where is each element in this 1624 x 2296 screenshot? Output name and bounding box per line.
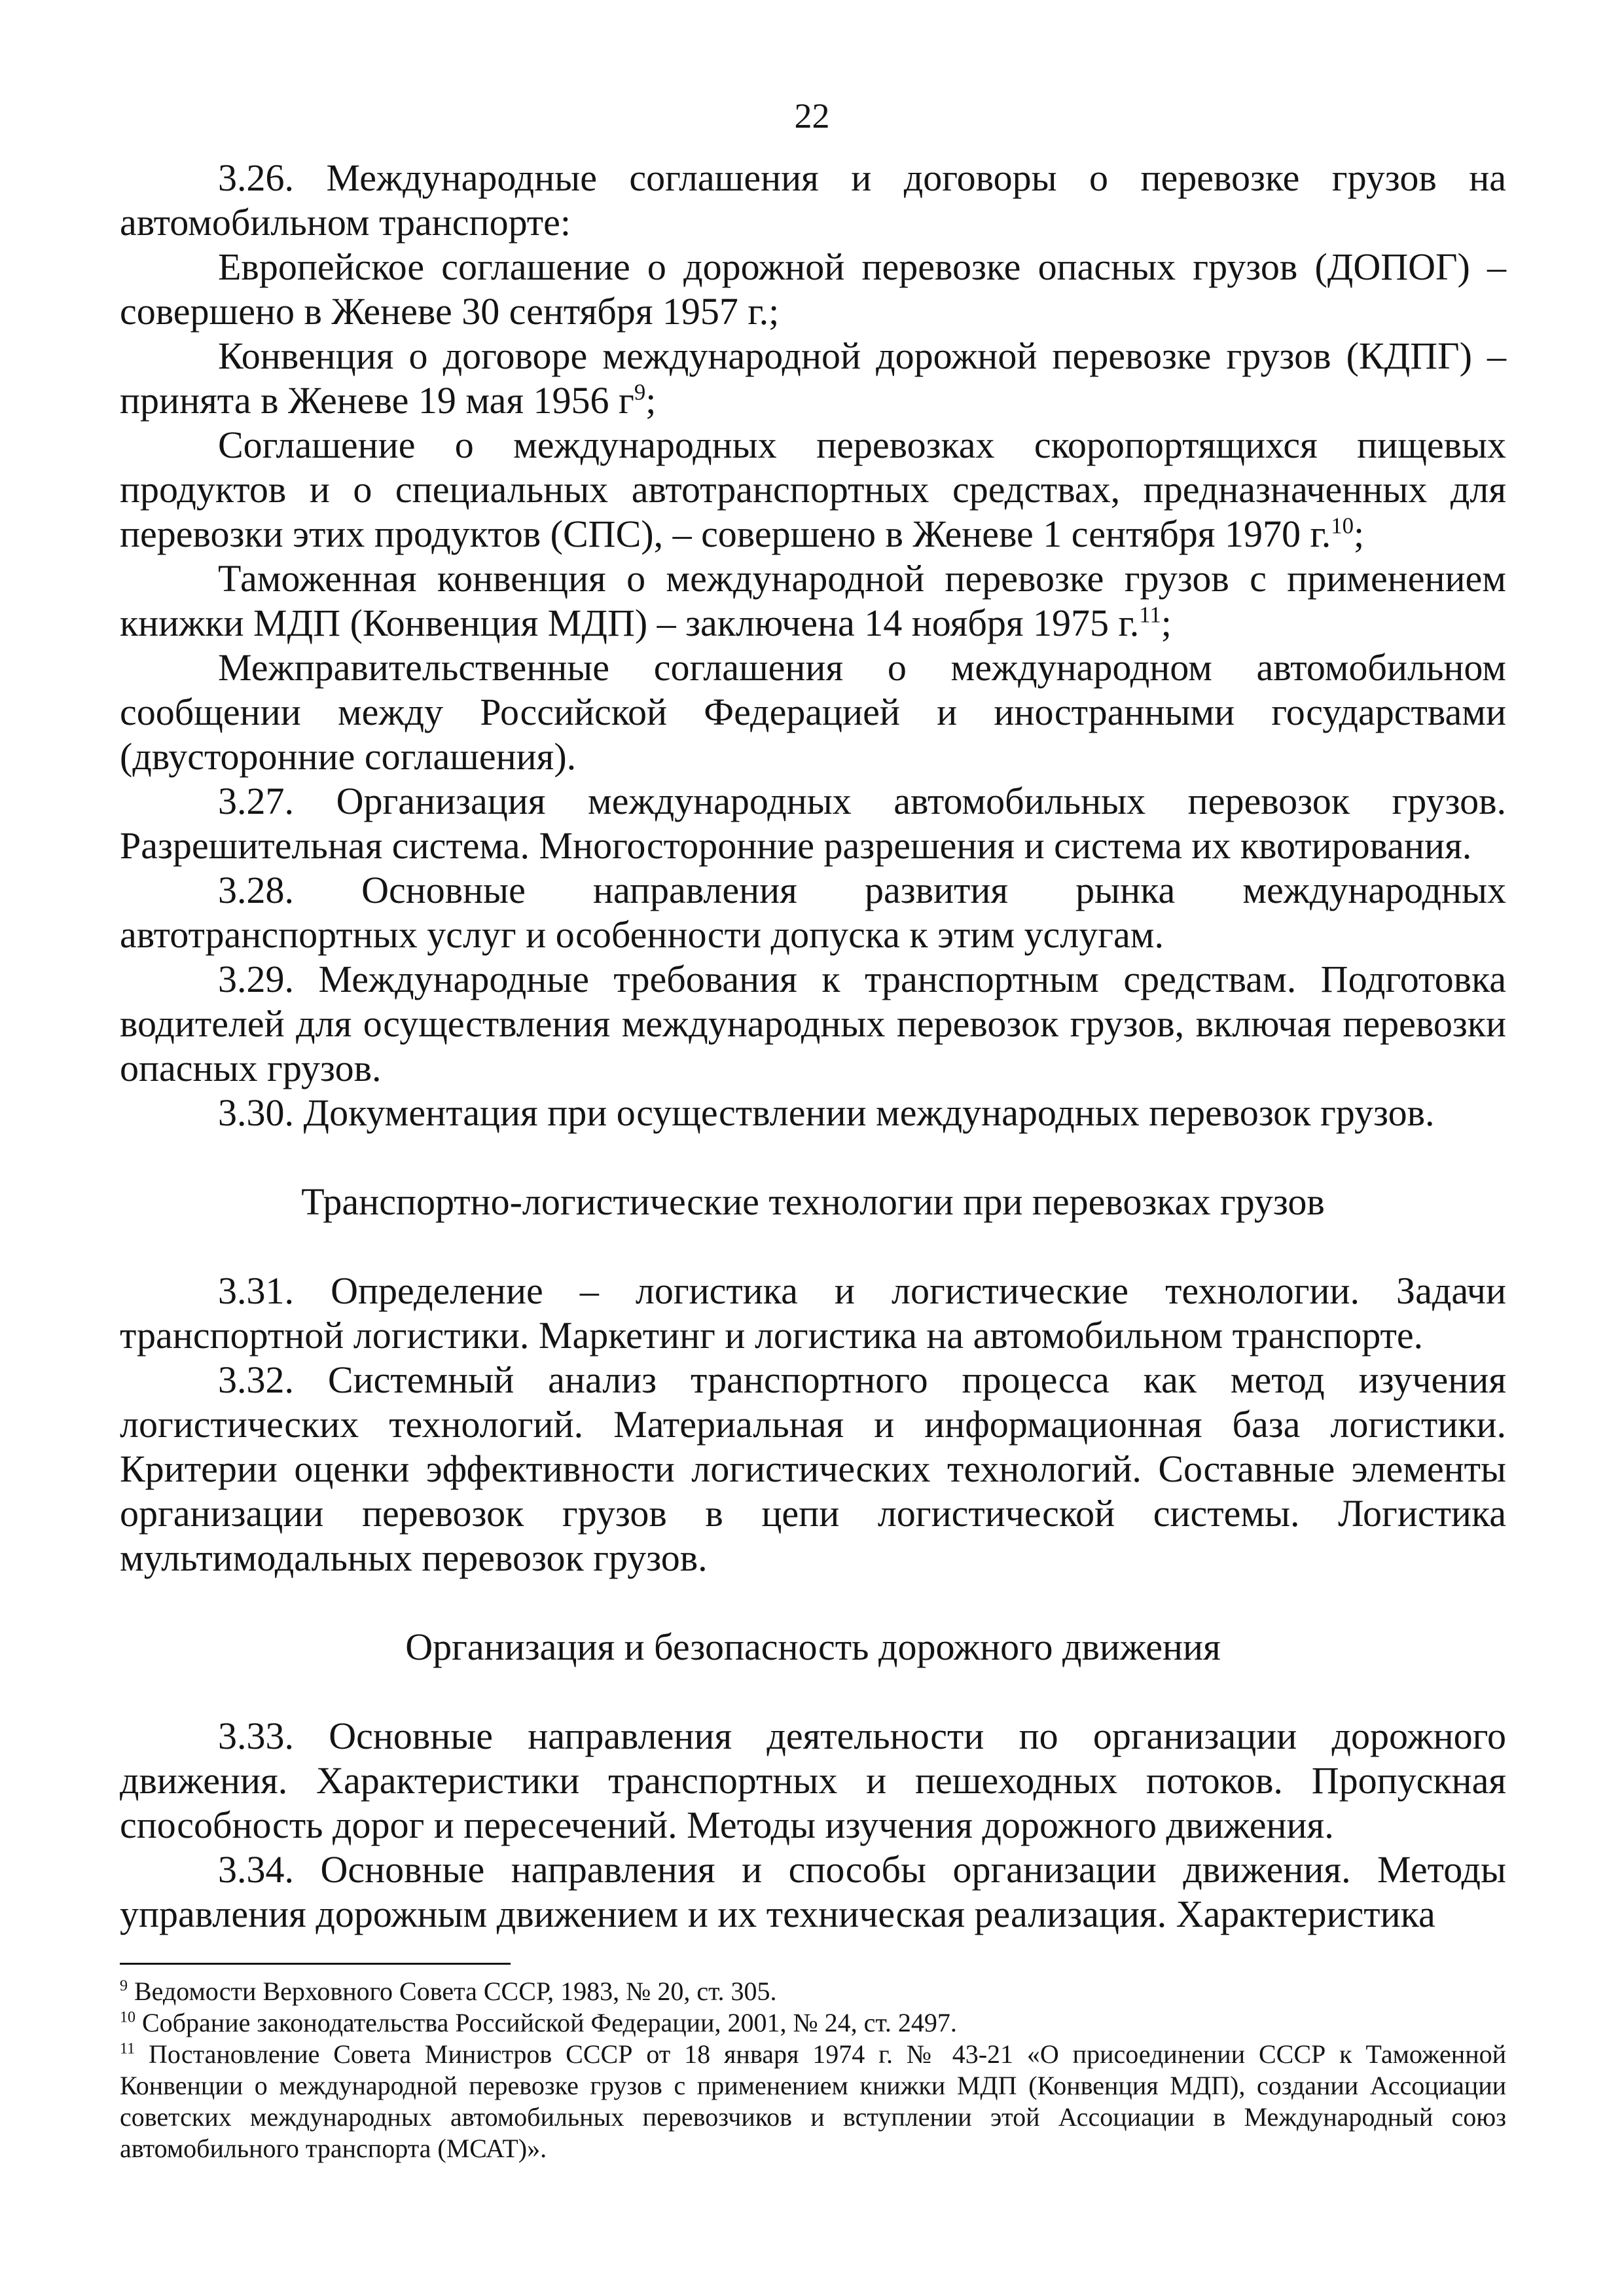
footnote-text-10: Собрание законодательства Российской Федерации, 2001, № 24, ст. 2497. xyxy=(135,2008,957,2037)
paragraph-3-29: 3.29. Международные требования к транспортным средствам. Подготовка водителей для осуществления международных перевозок грузов, включая перевозки опасных грузов. xyxy=(120,958,1506,1089)
footnote-ref-10: 10 xyxy=(1331,513,1354,539)
paragraph-mdp xyxy=(120,556,1506,646)
paragraph-kdpg-end: ; xyxy=(645,379,657,422)
paragraph-3-30: 3.30. Документация при осуществлении международных перевозок грузов. xyxy=(218,1091,1435,1134)
paragraph-3-26: 3.26. Международные соглашения и договоры о перевозке грузов на автомобильном транспорте: xyxy=(120,156,1506,244)
paragraph-kdpg xyxy=(120,334,1506,423)
footnote-11 xyxy=(120,2039,1506,2164)
paragraph-kdpg-text: Конвенция о договоре международной дорожной перевозке грузов (КДПГ) – принята в Женеве 19 мая 1956 г xyxy=(120,335,1506,422)
paragraph-sps-text: Соглашение о международных перевозках скоропортящихся пищевых продуктов и о специальных автотранспортных средствах, предназначенных для перевозки этих продуктов (СПС), – совершено в Женеве 1 сентября 1970 г. xyxy=(120,424,1506,555)
footnote-ref-9: 9 xyxy=(634,379,646,405)
footnotes xyxy=(120,1976,1506,2164)
section-heading-logistics: Транспортно-логистические технологии при перевозках грузов xyxy=(301,1180,1325,1223)
paragraph-mdp-text: Таможенная конвенция о международной перевозке грузов с применением книжки МДП (Конвенция МДП) – заключена 14 ноября 1975 г. xyxy=(120,557,1506,644)
body-text xyxy=(120,156,1506,1937)
paragraph-3-27: 3.27. Организация международных автомобильных перевозок грузов. Разрешительная система. Многосторонние разрешения и система их квотирования. xyxy=(120,780,1506,867)
footnote-ref-11: 11 xyxy=(1139,602,1161,628)
paragraph-3-32: 3.32. Системный анализ транспортного процесса как метод изучения логистических технологий. Материальная и информационная база логистики. Критерии оценки эффективности логистических технологий. Составные элементы организации перевозок грузов в цепи логистической системы. Логистика мультимодальных перевозок грузов. xyxy=(120,1358,1506,1579)
footnote-9 xyxy=(120,1976,1506,2007)
paragraph-3-28: 3.28. Основные направления развития рынка международных автотранспортных услуг и особенности допуска к этим услугам. xyxy=(120,869,1506,956)
paragraph-3-33: 3.33. Основные направления деятельности по организации дорожного движения. Характеристики транспортных и пешеходных потоков. Пропускная способность дорог и пересечений. Методы изучения дорожного движения. xyxy=(120,1715,1506,1846)
footnote-divider xyxy=(120,1963,511,1965)
page-number: 22 xyxy=(794,96,830,136)
paragraph-mdp-end: ; xyxy=(1161,602,1172,644)
footnote-text-11: Постановление Совета Министров СССР от 18 января 1974 г. № 43-21 «О присоединении СССР к Таможенной Конвенции о международной перевозке грузов с применением книжки МДП (Конвенция МДП), создании Ассоциации советских международных автомобильных перевозчиков и вступлении этой Ассоциации в Международный союз автомобильного транспорта (МСАТ)». xyxy=(120,2039,1506,2163)
paragraph-dopog: Европейское соглашение о дорожной перевозке опасных грузов (ДОПОГ) – совершено в Женеве 30 сентября 1957 г.; xyxy=(120,246,1506,333)
footnote-10 xyxy=(120,2007,1506,2039)
footnote-mark-11: 11 xyxy=(120,2040,135,2058)
paragraph-3-31: 3.31. Определение – логистика и логистические технологии. Задачи транспортной логистики. Маркетинг и логистика на автомобильном транспорте. xyxy=(120,1269,1506,1357)
paragraph-3-34: 3.34. Основные направления и способы организации движения. Методы управления дорожным движением и их техническая реализация. Характеристика xyxy=(120,1848,1506,1935)
footnote-mark-10: 10 xyxy=(120,2009,135,2026)
footnote-mark-9: 9 xyxy=(120,1977,128,1995)
paragraph-bilateral: Межправительственные соглашения о международном автомобильном сообщении между Российской Федерацией и иностранными государствами (двусторонние соглашения). xyxy=(120,646,1506,778)
paragraph-sps-end: ; xyxy=(1354,513,1365,555)
paragraph-sps xyxy=(120,423,1506,556)
section-heading-traffic-safety: Организация и безопасность дорожного движения xyxy=(405,1626,1221,1668)
footnote-text-9: Ведомости Верховного Совета СССР, 1983, № 20, ст. 305. xyxy=(128,1977,777,2006)
